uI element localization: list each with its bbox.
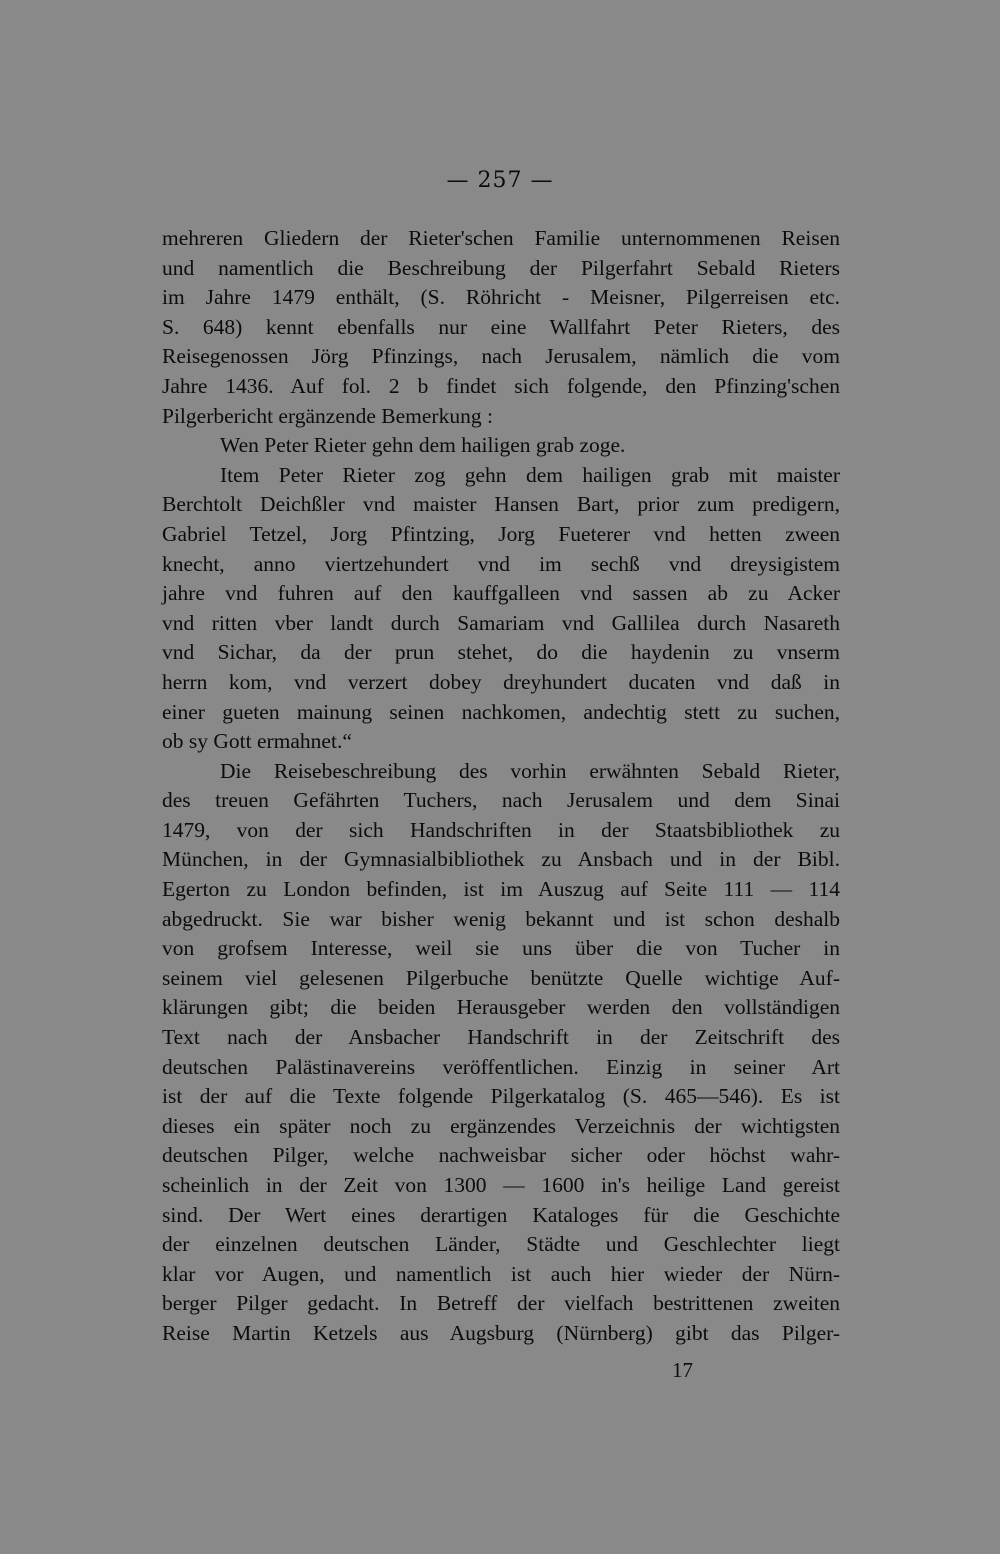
text-line: Reise Martin Ketzels aus Augsburg (Nürnberg) gibt das Pilger- — [162, 1320, 840, 1345]
text-line: Jahre 1436. Auf fol. 2 b findet sich folgende, den Pfinzing'schen — [162, 373, 840, 398]
text-line: sind. Der Wert eines derartigen Kataloges für die Geschichte — [162, 1202, 840, 1227]
text-line: scheinlich in der Zeit von 1300 — 1600 in's heilige Land gereist — [162, 1173, 840, 1197]
text-line: jahre vnd fuhren auf den kauffgalleen vnd sassen ab zu Acker — [162, 581, 840, 606]
text-line: S. 648) kennt ebenfalls nur eine Wallfahrt Peter Rieters, des — [162, 314, 840, 339]
text-line: vnd Sichar, da der prun stehet, do die haydenin zu vnserm — [162, 640, 840, 665]
text-line: der einzelnen deutschen Länder, Städte und Geschlechter liegt — [162, 1232, 840, 1257]
body-text — [162, 224, 840, 1349]
text-line: Pilgerbericht ergänzende Bemerkung : — [162, 403, 493, 428]
text-line: seinem viel gelesenen Pilgerbuche benützte Quelle wichtige Auf- — [162, 965, 840, 990]
text-line: Text nach der Ansbacher Handschrift in der Zeitschrift des — [162, 1025, 840, 1050]
text-line: des treuen Gefährten Tuchers, nach Jerusalem und dem Sinai — [162, 788, 840, 813]
text-line: ist der auf die Texte folgende Pilgerkatalog (S. 465—546). Es ist — [162, 1084, 840, 1109]
text-line: Reisegenossen Jörg Pfinzings, nach Jerusalem, nämlich die vom — [162, 344, 840, 369]
text-line: Wen Peter Rieter gehn dem hailigen grab zoge. — [220, 433, 626, 458]
text-line: von grofsem Interesse, weil sie uns über die von Tucher in — [162, 936, 840, 961]
page-number: — 257 — — [446, 168, 554, 193]
text-line: ob sy Gott ermahnet.“ — [162, 729, 352, 754]
text-line: Item Peter Rieter zog gehn dem hailigen grab mit maister — [220, 462, 840, 487]
text-line: vnd ritten vber landt durch Samariam vnd Gallilea durch Nasareth — [162, 610, 840, 635]
text-line: berger Pilger gedacht. In Betreff der vielfach bestrittenen zweiten — [162, 1291, 840, 1316]
text-line: Gabriel Tetzel, Jorg Pfintzing, Jorg Fueterer vnd hetten zween — [162, 521, 840, 546]
text-line: knecht, anno viertzehundert vnd im sechß vnd dreysigistem — [162, 551, 840, 576]
text-line: deutschen Palästinavereins veröffentlichen. Einzig in seiner Art — [162, 1054, 840, 1079]
text-line: und namentlich die Beschreibung der Pilgerfahrt Sebald Rieters — [162, 255, 840, 280]
text-line: einer gueten mainung seinen nachkomen, andechtig stett zu suchen, — [162, 699, 840, 724]
text-line: mehreren Gliedern der Rieter'schen Familie unternommenen Reisen — [162, 226, 840, 250]
text-line: München, in der Gymnasialbibliothek zu Ansbach und in der Bibl. — [162, 847, 840, 872]
text-line: Berchtolt Deichßler vnd maister Hansen Bart, prior zum predigern, — [162, 492, 840, 517]
text-line: klar vor Augen, und namentlich ist auch hier wieder der Nürn- — [162, 1261, 840, 1286]
text-line: dieses ein später noch zu ergänzendes Verzeichnis der wichtigsten — [162, 1113, 840, 1138]
text-line: 1479, von der sich Handschriften in der Staatsbibliothek zu — [162, 817, 840, 842]
text-line: herrn kom, vnd verzert dobey dreyhundert ducaten vnd daß in — [162, 669, 840, 694]
text-line: Egerton zu London befinden, ist im Auszug auf Seite 111 — 114 — [162, 877, 840, 902]
signature-mark: 17 — [672, 1358, 693, 1382]
text-line: klärungen gibt; die beiden Herausgeber werden den vollständigen — [162, 995, 840, 1020]
text-line: Die Reisebeschreibung des vorhin erwähnten Sebald Rieter, — [220, 758, 840, 783]
text-line: deutschen Pilger, welche nachweisbar sicher oder höchst wahr- — [162, 1143, 840, 1168]
text-line: im Jahre 1479 enthält, (S. Röhricht - Meisner, Pilgerreisen etc. — [162, 285, 840, 310]
text-line: abgedruckt. Sie war bisher wenig bekannt und ist schon deshalb — [162, 906, 840, 931]
